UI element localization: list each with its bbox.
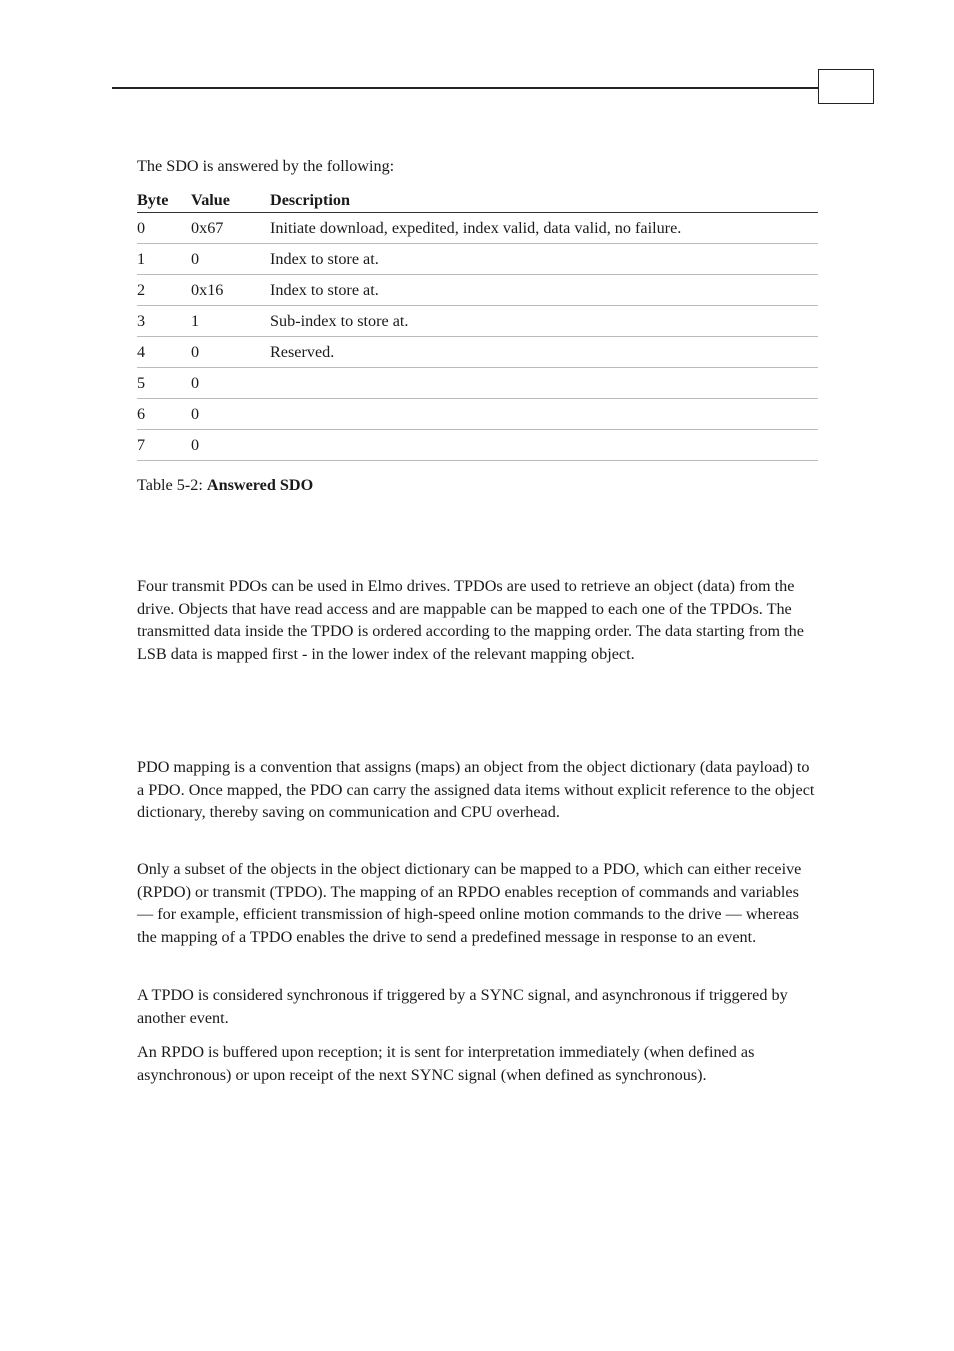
cell-byte: 7 [137,430,191,461]
cell-value: 0 [191,337,270,368]
paragraph-rpdo-buffer: An RPDO is buffered upon reception; it is sent for interpretation immediately (when defined as asynchronous) or upon receipt of the next SYNC signal (when defined as synchronous). [137,1043,755,1084]
paragraph-mapping-subset: Only a subset of the objects in the object dictionary can be mapped to a PDO, which can either receive (RPDO) or transmit (TPDO). The mapping of an RPDO enables reception of commands and variables — for example, efficient transmission of high-speed online motion commands to the drive — whereas the mapping of a TPDO enables the drive to send a predefined message in response to an event. [137,860,802,946]
table-header-row [137,189,818,213]
cell-description: Sub-index to store at. [270,306,818,337]
col-header-description: Description [270,189,818,213]
paragraph-tpdo-intro: Four transmit PDOs can be used in Elmo drives. TPDOs are used to retrieve an object (data) from the drive. Objects that have read access and are mappable can be mapped to each one of the TPDOs. The transmitted data inside the TPDO is ordered according to the mapping order. The data starting from the LSB data is mapped first - in the lower index of the relevant mapping object. [137,577,804,663]
cell-description [270,430,818,461]
paragraph-pdo-mapping: PDO mapping is a convention that assigns (maps) an object from the object dictionary (data payload) to a PDO. Once mapped, the PDO can carry the assigned data items without explicit reference to the object dictionary, thereby saving on communication and CPU overhead. [137,758,815,821]
caption-title: Answered SDO [206,476,314,494]
table-row [137,306,818,337]
cell-byte: 0 [137,213,191,244]
paragraph-tpdo-sync: A TPDO is considered synchronous if triggered by a SYNC signal, and asynchronous if triggered by another event. [137,986,788,1027]
cell-value: 0 [191,430,270,461]
table-row [137,275,818,306]
cell-byte: 2 [137,275,191,306]
cell-byte: 1 [137,244,191,275]
table-row [137,337,818,368]
cell-byte: 4 [137,337,191,368]
cell-value: 1 [191,306,270,337]
cell-description [270,399,818,430]
cell-description [270,368,818,399]
cell-value: 0x67 [191,213,270,244]
col-header-byte: Byte [137,189,191,213]
cell-description: Index to store at. [270,275,818,306]
answered-sdo-table [137,189,818,461]
table-row [137,368,818,399]
page-number-box [818,69,874,104]
cell-value: 0 [191,368,270,399]
cell-byte: 3 [137,306,191,337]
table-row [137,213,818,244]
table-row [137,430,818,461]
cell-description: Index to store at. [270,244,818,275]
table-row [137,399,818,430]
cell-description: Reserved. [270,337,818,368]
table-caption [137,474,819,497]
header-rule [112,87,819,89]
cell-value: 0 [191,244,270,275]
cell-value: 0x16 [191,275,270,306]
table-row [137,244,818,275]
col-header-value: Value [191,189,270,213]
intro-text: The SDO is answered by the following: [137,157,395,175]
cell-byte: 6 [137,399,191,430]
cell-value: 0 [191,399,270,430]
cell-byte: 5 [137,368,191,399]
cell-description: Initiate download, expedited, index valid, data valid, no failure. [270,213,818,244]
caption-prefix: Table 5-2: [137,476,207,494]
